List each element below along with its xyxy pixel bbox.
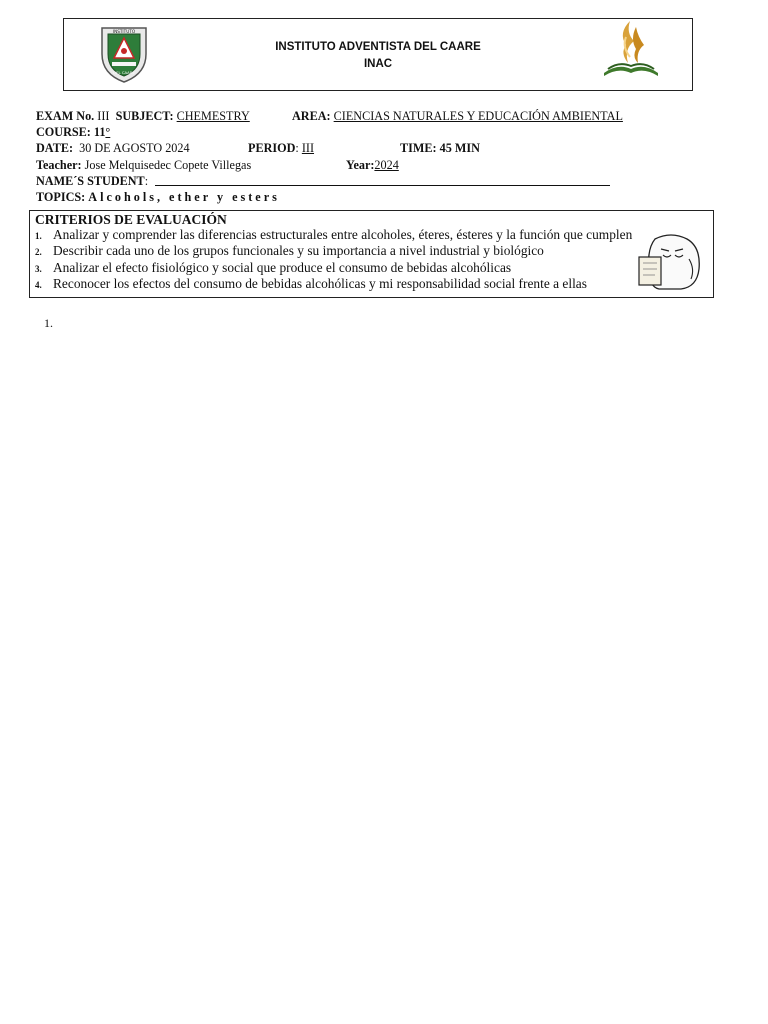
criteria-text: Analizar el efecto fisiológico y social que produce el consumo de bebidas alcohólicas [53,260,512,275]
date-value: 30 DE AGOSTO 2024 [79,141,190,155]
school-title [64,39,692,73]
year-label: Year: [346,158,375,172]
period-line [248,140,314,156]
course-value: 11 [93,125,106,139]
period-label: PERIOD [248,141,296,155]
student-name-label: NAME´S STUDENT [36,174,145,188]
area-line [292,108,623,124]
student-name-sep: : [144,174,149,188]
criteria-text: Describir cada uno de los grupos funcionales y su importancia a nivel industrial y biológico [53,243,544,258]
criteria-item [35,276,587,292]
topics-line [36,189,280,205]
criteria-text: Analizar y comprender las diferencias estructurales entre alcoholes, éteres, ésteres y la función que cumplen [53,227,633,242]
shield-text-top: INSTITUTO [112,29,136,34]
course-line [36,124,110,140]
area-label: AREA: [292,109,331,123]
criteria-item [35,260,511,276]
criteria-number: 3. [35,264,42,274]
student-name-line [36,173,148,189]
date-label: DATE: [36,141,74,155]
period-sep: : [295,141,299,155]
cartoon-reading-icon [635,229,703,291]
criteria-text: Reconocer los efectos del consumo de bebidas alcohólicas y mi responsabilidad social frente a ellas [53,276,587,291]
criteria-title: CRITERIOS DE EVALUACIÓN [35,212,227,227]
topics-label: TOPICS: [36,190,86,204]
time-line [400,140,480,156]
teacher-name: Jose Melquisedec Copete Villegas [84,158,252,172]
course-suffix: ° [105,125,111,139]
criteria-box [29,210,714,298]
teacher-label: Teacher: [36,158,82,172]
area-value: CIENCIAS NATURALES Y EDUCACIÓN AMBIENTAL [333,109,623,123]
course-label: COURSE: [36,125,91,139]
school-header [63,18,693,91]
time-label: TIME: 45 MIN [400,141,480,155]
question-number: 1. [44,316,53,330]
exam-line [36,108,250,124]
criteria-number: 4. [35,280,42,290]
exam-number: III [97,109,110,123]
year-value: 2024 [374,158,399,172]
subject-value: CHEMESTRY [176,109,250,123]
criteria-number: 1. [35,231,42,241]
criteria-item [35,227,632,243]
shield-text-bottom: DEL CAARE [113,70,135,75]
school-short-name: INAC [363,58,393,70]
student-name-field[interactable] [155,185,610,186]
year-line [346,157,399,173]
teacher-line [36,157,251,173]
school-name: INSTITUTO ADVENTISTA DEL CAARE [275,41,481,53]
criteria-number: 2. [35,247,42,257]
criteria-item [35,243,544,259]
subject-label: SUBJECT: [115,109,174,123]
period-value: III [301,141,315,155]
exam-label: EXAM No. [36,109,95,123]
date-line [36,140,190,156]
topics-value: Alcohols, ether y esters [88,190,280,204]
adventist-flame-logo [600,19,662,79]
